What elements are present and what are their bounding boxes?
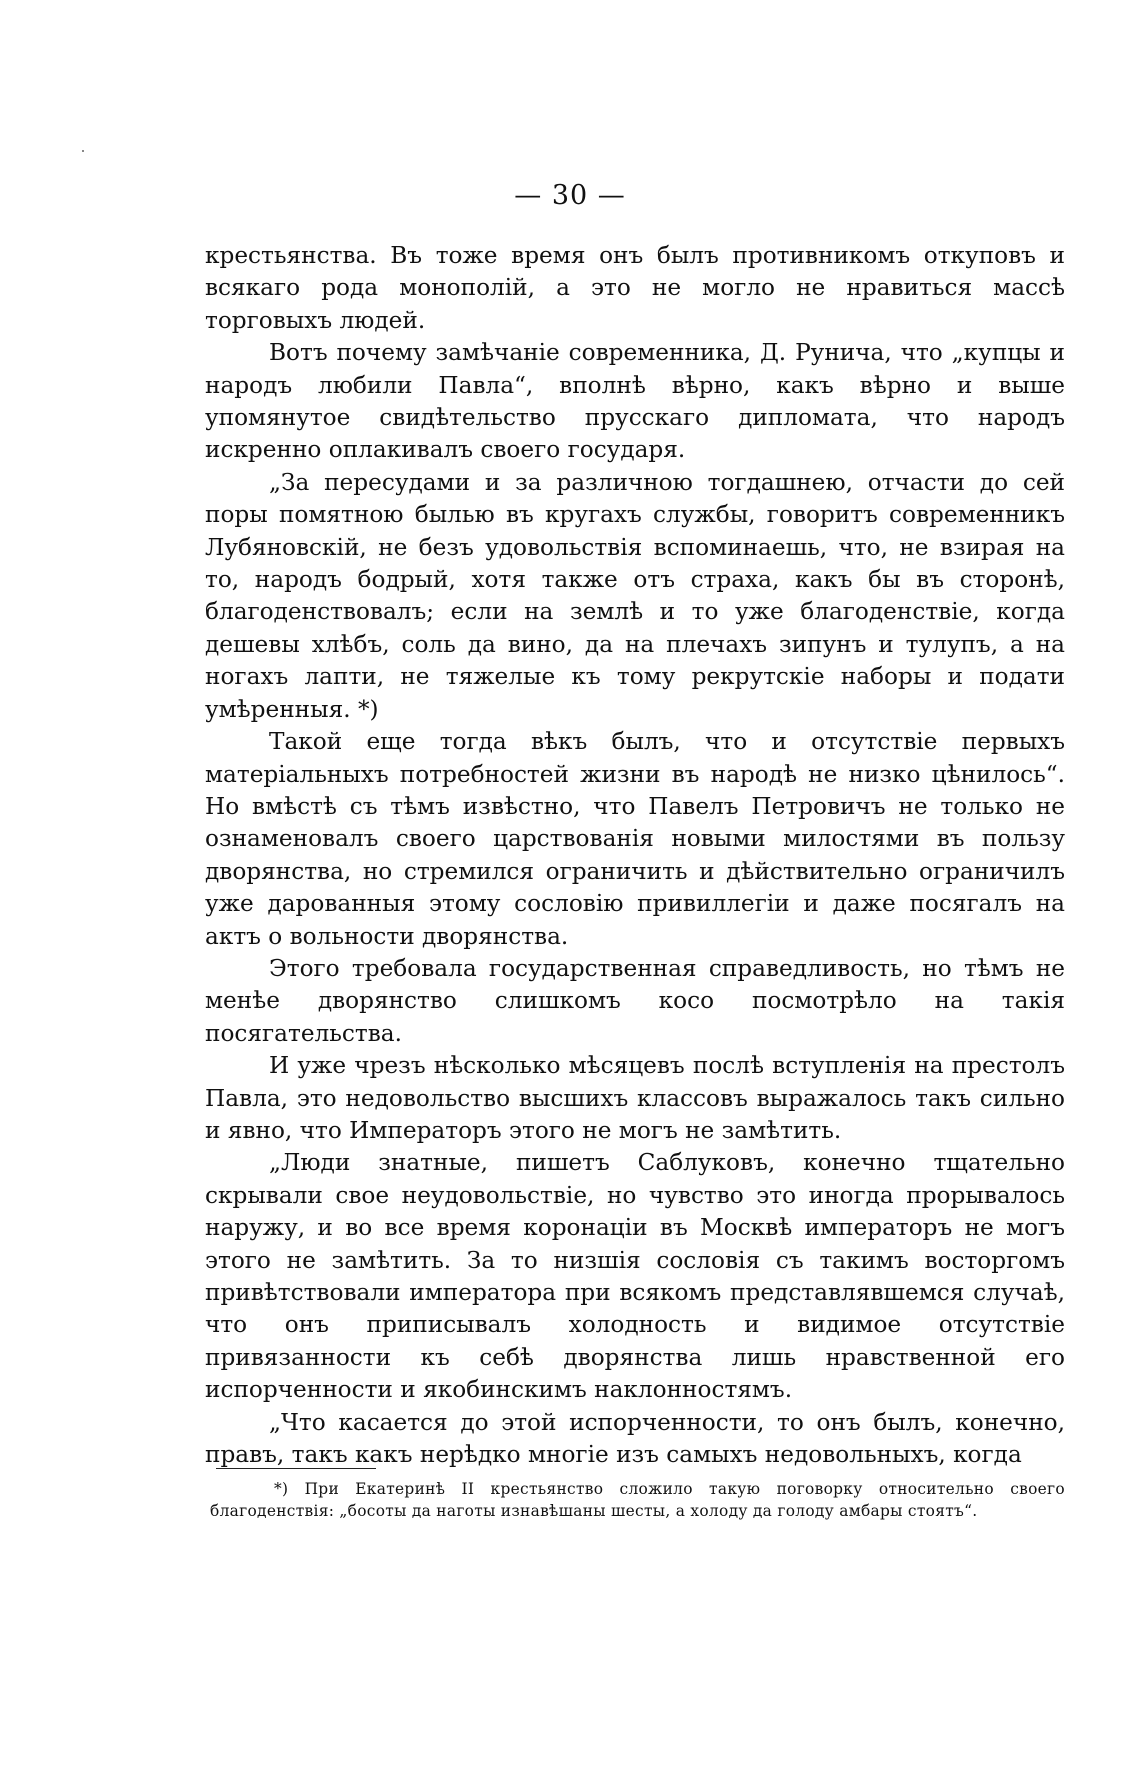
- paragraph: „Что касается до этой испорченности, то онъ былъ, конечно, правъ, такъ какъ нерѣдко многіе изъ самыхъ недовольныхъ, когда: [205, 1408, 1065, 1469]
- paragraph: И уже чрезъ нѣсколько мѣсяцевъ послѣ вступленія на престолъ Павла, это недовольство высшихъ классовъ выражалось такъ сильно и явно, что Императоръ этого не могъ не замѣтить.: [205, 1052, 1065, 1144]
- paragraph: крестьянства. Въ тоже время онъ былъ противникомъ откуповъ и всякаго рода монополій, а это не могло не нравиться массѣ торговыхъ людей.: [205, 242, 1065, 334]
- footnote-divider: [216, 1468, 376, 1469]
- paragraph: „Люди знатные, пишетъ Саблуковъ, конечно тщательно скрывали свое неудовольствіе, но чувство это иногда прорывалось наружу, и во все время коронаціи въ Москвѣ императоръ не могъ этого не замѣтить. За то низшія сословія съ такимъ восторгомъ привѣтствовали императора при всякомъ представлявшемся случаѣ, что онъ приписывалъ холодность и видимое отсутствіе привязанности къ себѣ дворянства лишь нравственной его испорченности и якобинскимъ наклонностямъ.: [205, 1149, 1065, 1404]
- paragraph: „За пересудами и за различною тогдашнею, отчасти до сей поры помятною былью въ кругахъ службы, говоритъ современникъ Лубяновскій, не безъ удовольствія вспоминаешь, что, не взирая на то, народъ бодрый, хотя также отъ страха, какъ бы въ сторонѣ, благоденствовалъ; если на землѣ и то уже благоденствіе, когда дешевы хлѣбъ, соль да вино, да на плечахъ зипунъ и тулупъ, а на ногахъ лапти, не тяжелые къ тому рекрутскіе наборы и подати умѣренныя. *): [205, 468, 1065, 723]
- footnote-text: *) При Екатеринѣ II крестьянство сложило такую поговорку относительно своего благоденствія: „босоты да наготы изнавѣшаны шесты, а холоду да голоду амбары стоятъ“.: [210, 1480, 1065, 1520]
- footnote: [210, 1478, 1065, 1522]
- page-number: — 30 —: [514, 180, 626, 211]
- paragraph: Вотъ почему замѣчаніе современника, Д. Рунича, что „купцы и народъ любили Павла“, вполнѣ вѣрно, какъ вѣрно и выше упомянутое свидѣтельство прусскаго дипломата, что народъ искренно оплакивалъ своего государя.: [205, 339, 1065, 464]
- scan-speck: [82, 150, 84, 152]
- body-text: [205, 240, 1065, 1471]
- paragraph: Такой еще тогда вѣкъ былъ, что и отсутствіе первыхъ матеріальныхъ потребностей жизни въ народѣ не низко цѣнилось“. Но вмѣстѣ съ тѣмъ извѣстно, что Павелъ Петровичъ не только не ознаменовалъ своего царствованія новыми милостями въ пользу дворянства, но стремился ограничить и дѣйствительно ограничилъ уже дарованныя этому сословію привиллегіи и даже посягалъ на актъ о вольности дворянства.: [205, 728, 1065, 950]
- paragraph: Этого требовала государственная справедливость, но тѣмъ не менѣе дворянство слишкомъ косо посмотрѣло на такія посягательства.: [205, 954, 1065, 1047]
